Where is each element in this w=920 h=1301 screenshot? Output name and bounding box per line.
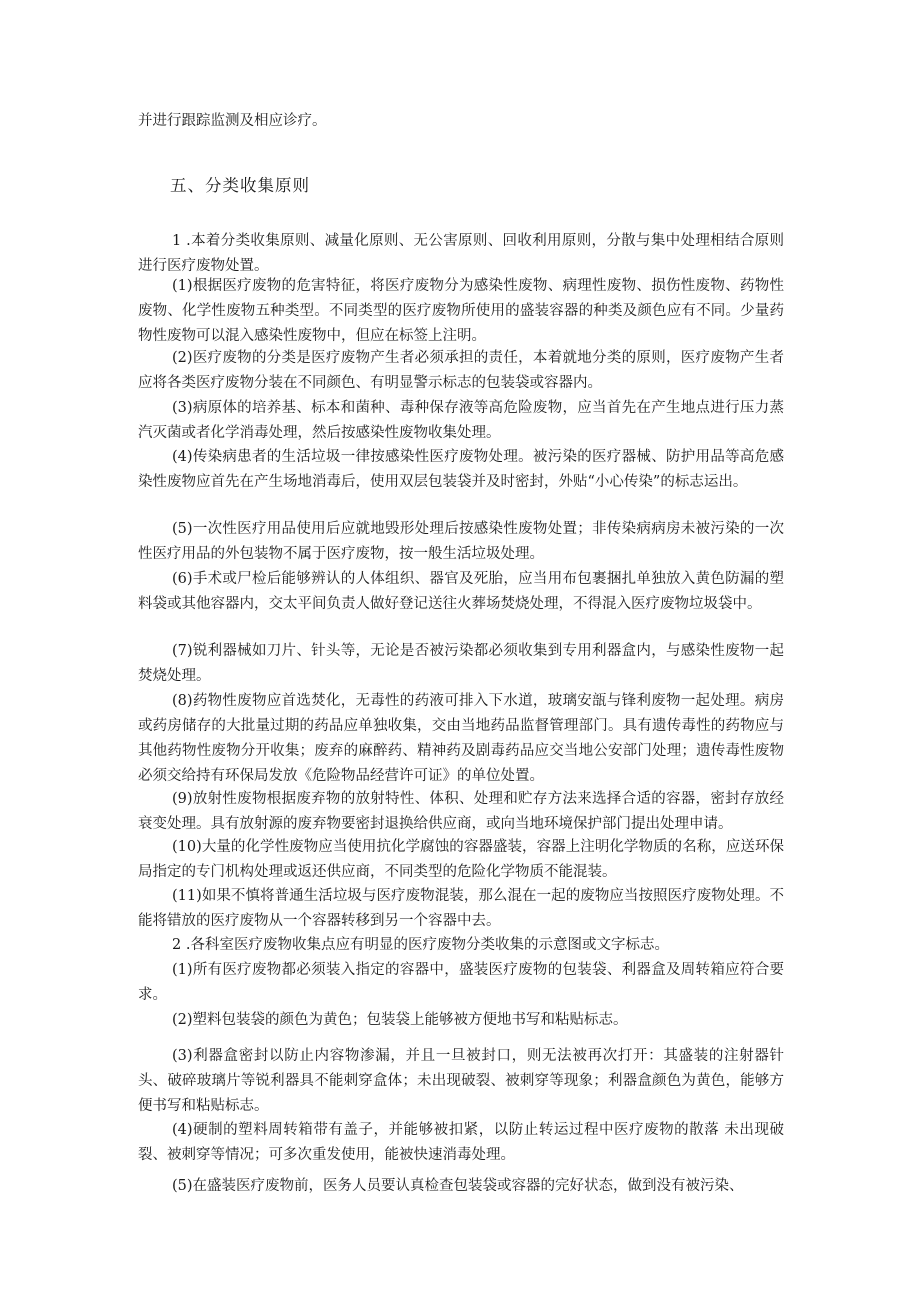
paragraph-10: (9)放射性废物根据废弃物的放射特性、体积、处理和贮存方法来选择合适的容器，密封存放经衰变处理。具有放射源的废弃物要密封退换给供应商，或向当地环境保护部门提出处理申请。 (138, 791, 784, 832)
paragraph-16: (3)利器盒密封以防止内容物渗漏，并且一旦被封口，则无法被再次打开：其盛装的注射器针头、破碎玻璃片等锐利器具不能刺穿盒体；未出现破裂、被刺穿等现象；利器盒颜色为黄色，能够方便书写和粘贴标志。 (138, 1048, 784, 1114)
paragraph-5: (4)传染病患者的生活垃圾一律按感染性医疗废物处理。被污染的医疗器械、防护用品等高危感染性废物应首先在产生场地消毒后，使用双层包装袋并及时密封，外贴“小心传染”的标志运出。 (138, 449, 784, 490)
paragraph-6: (5)一次性医疗用品使用后应就地毁形处理后按感染性废物处置；非传染病病房未被污染的一次性医疗用品的外包装物不属于医疗废物，按一般生活垃圾处理。 (138, 521, 784, 562)
paragraph-4: (3)病原体的培养基、标本和菌种、毒种保存液等高危险废物，应当首先在产生地点进行压力蒸汽灭菌或者化学消毒处理，然后按感染性废物收集处理。 (138, 400, 784, 441)
paragraph-11: (10)大量的化学性废物应当使用抗化学腐蚀的容器盛装，容器上注明化学物质的名称，应送环保局指定的专门机构处理或返还供应商，不同类型的危险化学物质不能混装。 (138, 839, 784, 880)
paragraph-2: (1)根据医疗废物的危害特征，将医疗废物分为感染性废物、病理性废物、损伤性废物、药物性废物、化学性废物五种类型。不同类型的医疗废物所使用的盛装容器的种类及颜色应有不同。少量药物性废物可以混入感染性废物中，但应在标签上注明。 (138, 278, 784, 344)
paragraph-7: (6)手术或尸检后能够辨认的人体组织、器官及死胎，应当用布包裹捆扎单独放入黄色防漏的塑料袋或其他容器内，交太平间负责人做好登记送往火葬场焚烧处理，不得混入医疗废物垃圾袋中。 (138, 571, 784, 612)
paragraph-8: (7)锐利器械如刀片、针头等，无论是否被污染都必须收集到专用利器盒内，与感染性废物一起焚烧处理。 (138, 643, 784, 684)
paragraph-18: (5)在盛装医疗废物前，医务人员要认真检查包装袋或容器的完好状态，做到没有被污染、 (172, 1178, 744, 1194)
paragraph-9: (8)药物性废物应首选焚化，无毒性的药液可排入下水道，玻璃安瓿与锋利废物一起处理。病房或药房储存的大批量过期的药品应单独收集，交由当地药品监督管理部门。具有遗传毒性的药物应与其他药物性废物分开收集；废弃的麻醉药、精神药及剧毒药品应交当地公安部门处理；遗传毒性废物必须交给持有环保局发放《危险物品经营许可证》的单位处置。 (138, 693, 784, 784)
section-heading: 五、分类收集原则 (170, 176, 310, 195)
lead-line: 并进行跟踪监测及相应诊疗。 (138, 113, 327, 129)
paragraph-14: (1)所有医疗废物都必须装入指定的容器中，盛装医疗废物的包装袋、利器盒及周转箱应符合要求。 (138, 962, 784, 1003)
paragraph-12: (11)如果不慎将普通生活垃圾与医疗废物混装，那么混在一起的废物应当按照医疗废物处理。不能将错放的医疗废物从一个容器转移到另一个容器中去。 (138, 888, 784, 929)
paragraph-1: 1 .本着分类收集原则、减量化原则、无公害原则、回收利用原则，分散与集中处理相结合原则进行医疗废物处置。 (138, 233, 784, 274)
paragraph-17: (4)硬制的塑料周转箱带有盖子，并能够被扣紧，以防止转运过程中医疗废物的散落 未出现破裂、被刺穿等情况；可多次重发使用，能被快速消毒处理。 (138, 1122, 784, 1163)
paragraph-13: 2 .各科室医疗废物收集点应有明显的医疗废物分类收集的示意图或文字标志。 (172, 937, 669, 953)
paragraph-3: (2)医疗废物的分类是医疗废物产生者必须承担的责任，本着就地分类的原则，医疗废物产生者应将各类医疗废物分装在不同颜色、有明显警示标志的包装袋或容器内。 (138, 350, 784, 391)
paragraph-15: (2)塑料包装袋的颜色为黄色；包装袋上能够被方便地书写和粘贴标志。 (172, 1012, 628, 1028)
